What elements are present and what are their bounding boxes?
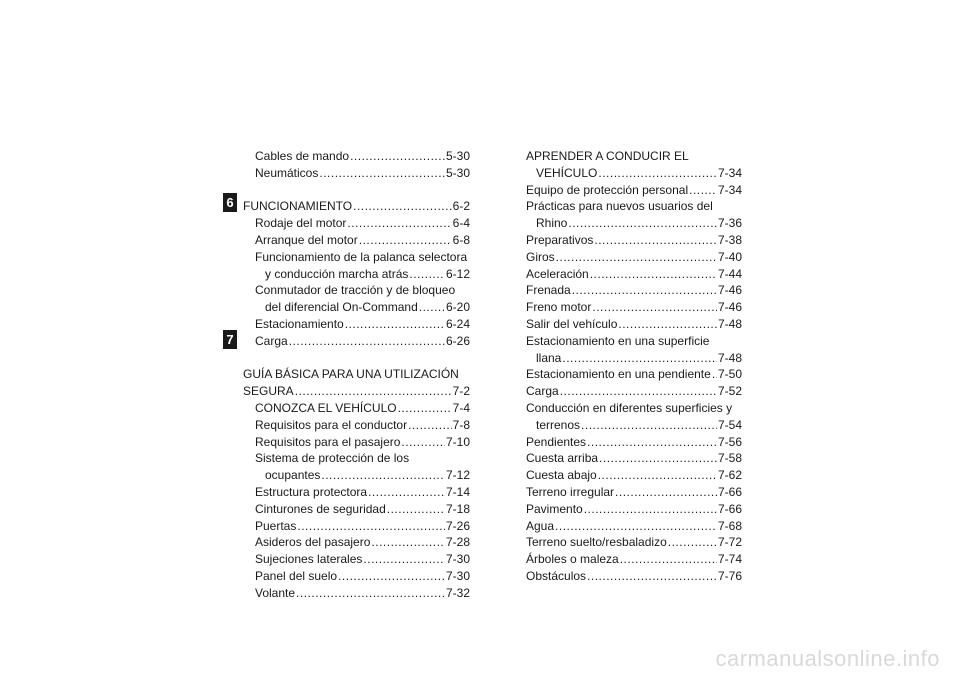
toc-page-number: 6-2	[452, 199, 470, 214]
toc-entry-title: llana	[536, 350, 562, 365]
toc-entry[interactable]	[243, 534, 470, 551]
toc-heading-line	[243, 249, 470, 266]
toc-page-number: 7-48	[717, 350, 742, 365]
toc-dot-leader	[297, 518, 445, 535]
toc-dot-leader	[419, 299, 445, 316]
toc-entry-title: Aceleración	[526, 266, 589, 281]
toc-entry-title: y conducción marcha atrás	[265, 266, 409, 281]
toc-page-number: 5-30	[445, 149, 470, 163]
toc-page-number: 7-12	[445, 468, 470, 483]
toc-entry[interactable]	[243, 165, 470, 182]
toc-entry[interactable]	[526, 518, 742, 535]
toc-dot-leader	[587, 568, 717, 585]
toc-entry-title: Puertas	[255, 518, 297, 533]
toc-entry-title: Equipo de protección personal	[526, 182, 689, 197]
toc-entry-title: Rhino	[536, 216, 568, 231]
toc-entry[interactable]	[526, 215, 742, 232]
toc-page-number: 7-62	[717, 468, 742, 483]
toc-dot-leader	[556, 249, 717, 266]
toc-entry[interactable]	[526, 316, 742, 333]
toc-dot-leader	[594, 232, 717, 249]
toc-dot-leader	[409, 266, 445, 283]
toc-entry[interactable]	[526, 534, 742, 551]
toc-dot-leader	[363, 551, 445, 568]
toc-page-number: 7-44	[717, 266, 742, 281]
toc-page-number: 6-12	[445, 266, 470, 281]
toc-entry-title: Arranque del motor	[255, 232, 358, 247]
toc-page-number: 6-20	[445, 300, 470, 315]
toc-entry[interactable]	[526, 249, 742, 266]
toc-entry-title: GUÍA BÁSICA PARA UNA UTILIZACIÓN	[243, 367, 459, 382]
toc-dot-leader	[689, 182, 717, 199]
toc-entry-title: Prácticas para nuevos usuarios del	[526, 199, 713, 214]
toc-dot-leader	[590, 266, 717, 283]
toc-page-number: 7-28	[445, 535, 470, 550]
toc-entry[interactable]	[243, 467, 470, 484]
toc-entry-title: Freno motor	[526, 300, 592, 315]
toc-entry-title: terrenos	[536, 417, 581, 432]
toc-entry[interactable]	[243, 215, 470, 232]
toc-entry[interactable]	[243, 585, 470, 602]
toc-entry-title: CONOZCA EL VEHÍCULO	[255, 400, 397, 415]
toc-page-number: 7-38	[717, 232, 742, 247]
toc-dot-leader	[584, 501, 717, 518]
toc-dot-leader	[338, 568, 445, 585]
toc-entry[interactable]	[526, 282, 742, 299]
toc-dot-leader	[560, 383, 717, 400]
toc-entry[interactable]	[243, 568, 470, 585]
toc-dot-leader	[615, 484, 717, 501]
toc-entry-title: Sistema de protección de los	[255, 451, 410, 466]
toc-dot-leader	[295, 383, 452, 400]
toc-entry-title: Terreno suelto/resbaladizo	[526, 535, 667, 550]
toc-page-number: 7-46	[717, 283, 742, 298]
toc-dot-leader	[592, 299, 717, 316]
toc-page-number: 7-2	[452, 384, 470, 399]
toc-dot-leader	[401, 434, 445, 451]
toc-entry[interactable]	[243, 551, 470, 568]
toc-dot-leader	[599, 450, 717, 467]
toc-entry-title: Panel del suelo	[255, 568, 338, 583]
toc-page-number: 7-48	[717, 316, 742, 331]
toc-page-number: 7-34	[717, 182, 742, 197]
toc-entry[interactable]	[526, 450, 742, 467]
toc-dot-leader	[712, 366, 717, 383]
toc-entry-title: ocupantes	[265, 468, 321, 483]
toc-page-number: 7-34	[717, 165, 742, 180]
toc-page-number: 7-40	[717, 249, 742, 264]
toc-entry[interactable]	[526, 182, 742, 199]
toc-page-number: 7-56	[717, 434, 742, 449]
toc-entry[interactable]	[526, 551, 742, 568]
toc-entry-title: Pendientes	[526, 434, 587, 449]
toc-dot-leader	[581, 417, 717, 434]
toc-entry[interactable]	[243, 232, 470, 249]
toc-page-number: 7-72	[717, 535, 742, 550]
toc-entry-title: Cuesta arriba	[526, 451, 599, 466]
toc-entry[interactable]	[526, 383, 742, 400]
toc-dot-leader	[350, 148, 445, 165]
toc-dot-leader	[387, 501, 445, 518]
toc-entry-title: Volante	[255, 585, 296, 600]
toc-entry-title: Neumáticos	[255, 165, 319, 180]
toc-entry[interactable]	[243, 383, 470, 400]
toc-page-number: 6-4	[452, 216, 470, 231]
toc-entry-title: Árboles o maleza	[526, 552, 619, 567]
toc-dot-leader	[555, 518, 717, 535]
toc-entry-title: Rodaje del motor	[255, 216, 347, 231]
toc-heading-line	[526, 333, 742, 350]
toc-page-number: 7-26	[445, 518, 470, 533]
toc-entry-title: Agua	[526, 518, 555, 533]
chapter-tab-6[interactable]: 6	[223, 193, 237, 212]
toc-page-number: 7-52	[717, 384, 742, 399]
toc-entry-title: Carga	[255, 333, 288, 348]
toc-entry[interactable]	[243, 299, 470, 316]
toc-entry[interactable]	[526, 299, 742, 316]
toc-dot-leader	[568, 215, 717, 232]
toc-entry[interactable]	[526, 467, 742, 484]
toc-dot-leader	[296, 585, 445, 602]
toc-entry[interactable]	[526, 366, 742, 383]
toc-entry-title: Estacionamiento en una pendiente	[526, 367, 711, 382]
toc-entry[interactable]	[243, 501, 470, 518]
toc-entry[interactable]	[526, 232, 742, 249]
toc-page-number: 7-8	[452, 417, 470, 432]
toc-entry-title: Asideros del pasajero	[255, 535, 371, 550]
toc-page-number: 7-32	[445, 585, 470, 600]
toc-heading-line	[526, 400, 742, 417]
toc-page-number: 7-58	[717, 451, 742, 466]
toc-dot-leader	[321, 467, 445, 484]
toc-entry-title: APRENDER A CONDUCIR EL	[526, 149, 689, 163]
toc-dot-leader	[289, 333, 445, 350]
toc-page-number: 6-8	[452, 232, 470, 247]
toc-dot-leader	[319, 165, 445, 182]
toc-entry-title: Terreno irregular	[526, 484, 615, 499]
toc-page-number: 7-46	[717, 300, 742, 315]
toc-dot-leader	[398, 400, 452, 417]
toc-entry[interactable]	[526, 501, 742, 518]
toc-heading-line	[243, 450, 470, 467]
toc-entry-title: Sujeciones laterales	[255, 552, 363, 567]
toc-heading-line	[526, 148, 742, 165]
toc-page-number: 7-10	[445, 434, 470, 449]
toc-entry-title: Pavimento	[526, 501, 583, 516]
toc-page-number: 7-30	[445, 552, 470, 567]
toc-entry[interactable]	[526, 266, 742, 283]
toc-page-number: 7-66	[717, 484, 742, 499]
toc-entry-title: Estacionamiento	[255, 316, 344, 331]
toc-entry-title: Obstáculos	[526, 568, 587, 583]
toc-entry[interactable]	[526, 350, 742, 367]
toc-entry[interactable]	[243, 400, 470, 417]
toc-entry[interactable]	[243, 333, 470, 350]
toc-dot-leader	[408, 417, 452, 434]
toc-entry[interactable]	[243, 518, 470, 535]
toc-entry[interactable]	[243, 198, 470, 215]
toc-entry-title: Requisitos para el conductor	[255, 417, 408, 432]
toc-page-number: 7-36	[717, 216, 742, 231]
toc-spacer	[243, 350, 470, 367]
toc-page-number: 7-4	[452, 400, 470, 415]
toc-entry-title: Cables de mando	[255, 149, 350, 163]
toc-entry-title: Estructura protectora	[255, 484, 368, 499]
toc-dot-leader	[371, 534, 445, 551]
toc-left-column	[243, 148, 470, 602]
toc-heading-line	[526, 198, 742, 215]
toc-page-number: 7-30	[445, 568, 470, 583]
toc-entry[interactable]	[526, 165, 742, 182]
toc-page-number: 7-66	[717, 501, 742, 516]
toc-entry-title: Salir del vehículo	[526, 316, 618, 331]
toc-dot-leader	[347, 215, 451, 232]
toc-entry[interactable]	[243, 316, 470, 333]
toc-page-number: 7-50	[717, 367, 742, 382]
toc-entry[interactable]	[243, 148, 470, 165]
toc-dot-leader	[668, 534, 717, 551]
toc-entry[interactable]	[243, 434, 470, 451]
toc-entry-title: Requisitos para el pasajero	[255, 434, 401, 449]
toc-entry-title: Cuesta abajo	[526, 468, 597, 483]
toc-dot-leader	[598, 165, 717, 182]
toc-page-number: 5-30	[445, 165, 470, 180]
toc-dot-leader	[353, 198, 452, 215]
toc-entry-title: Cinturones de seguridad	[255, 501, 386, 516]
toc-entry[interactable]	[526, 434, 742, 451]
toc-page-number: 7-76	[717, 568, 742, 583]
toc-dot-leader	[368, 484, 445, 501]
toc-entry[interactable]	[243, 484, 470, 501]
toc-page-number: 6-24	[445, 316, 470, 331]
toc-dot-leader	[345, 316, 445, 333]
toc-entry-title: FUNCIONAMIENTO	[243, 199, 353, 214]
toc-entry-title: Preparativos	[526, 232, 594, 247]
toc-right-column	[526, 148, 742, 585]
toc-page-number: 7-68	[717, 518, 742, 533]
chapter-tab-7[interactable]: 7	[223, 330, 237, 349]
toc-heading-line	[243, 282, 470, 299]
toc-entry[interactable]	[526, 568, 742, 585]
toc-entry-title: Conmutador de tracción y de bloqueo	[255, 283, 456, 298]
toc-entry[interactable]	[526, 484, 742, 501]
toc-dot-leader	[598, 467, 717, 484]
toc-dot-leader	[618, 316, 717, 333]
toc-heading-line	[243, 366, 470, 383]
toc-entry-title: Conducción en diferentes superficies y	[526, 400, 733, 415]
toc-entry-title: Giros	[526, 249, 555, 264]
toc-entry[interactable]	[526, 417, 742, 434]
toc-dot-leader	[587, 434, 717, 451]
toc-spacer	[243, 182, 470, 199]
toc-dot-leader	[359, 232, 452, 249]
toc-entry-title: VEHÍCULO	[536, 165, 598, 180]
toc-page-number: 6-26	[445, 333, 470, 348]
toc-entry-title: Carga	[526, 384, 559, 399]
toc-entry-title: SEGURA	[243, 384, 294, 399]
toc-entry-title: Estacionamiento en una superficie	[526, 333, 710, 348]
toc-page-number: 7-54	[717, 417, 742, 432]
toc-entry-title: Funcionamiento de la palanca selectora	[255, 249, 468, 264]
toc-page-number: 7-18	[445, 501, 470, 516]
toc-dot-leader	[620, 551, 717, 568]
toc-dot-leader	[572, 282, 717, 299]
toc-page-number: 7-14	[445, 484, 470, 499]
toc-entry[interactable]	[243, 266, 470, 283]
toc-entry-title: del diferencial On-Command	[265, 300, 418, 315]
toc-page-number: 7-74	[717, 552, 742, 567]
watermark: carmanualsonline.info	[715, 646, 940, 671]
toc-entry-title: Frenada	[526, 283, 571, 298]
toc-dot-leader	[562, 350, 717, 367]
toc-entry[interactable]	[243, 417, 470, 434]
